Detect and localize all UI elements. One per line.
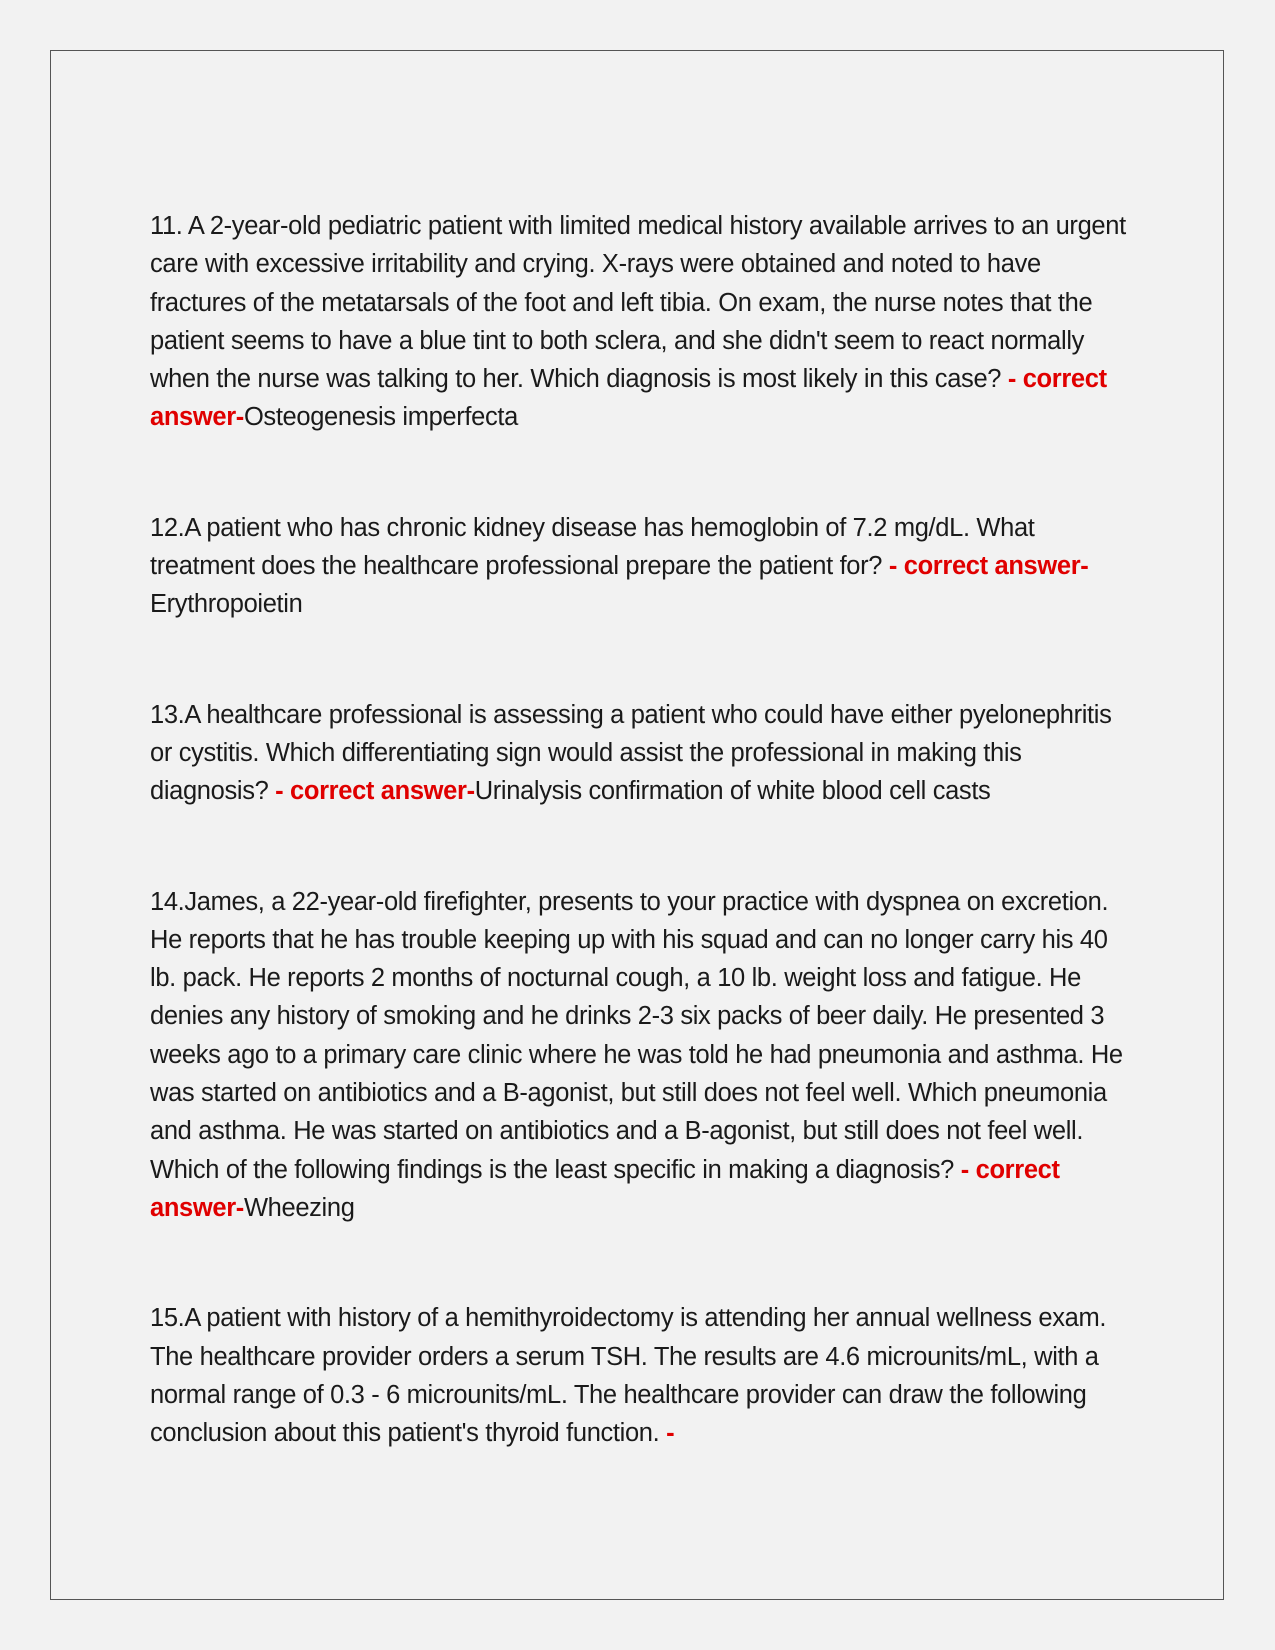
question-13 xyxy=(150,696,1130,811)
correct-answer-label: - correct answer- xyxy=(888,552,1089,581)
question-12 xyxy=(150,509,1130,624)
answer-text: Wheezing xyxy=(243,1193,355,1222)
correct-answer-label: - correct answer- xyxy=(150,365,1107,432)
answer-text: Urinalysis confirmation of white blood cell casts xyxy=(474,777,991,806)
correct-answer-label: - correct answer- xyxy=(150,1155,1060,1222)
question-text: 11. A 2-year-old pediatric patient with limited medical history available arrives to an urgent care with excessive irritability and crying. X-rays were obtained and noted to have fractures of the metatarsals of the foot and left tibia. On exam, the nurse notes that the patient seems to have a blue tint to both sclera, and she didn't seem to react normally when the nurse was talking to her. Which diagnosis is most likely in this case? xyxy=(150,212,1126,394)
correct-answer-label: - correct answer- xyxy=(275,777,475,806)
answer-text: Erythropoietin xyxy=(150,590,303,619)
question-11 xyxy=(150,207,1130,437)
answer-text: Osteogenesis imperfecta xyxy=(243,403,518,432)
question-text: 13.A healthcare professional is assessing a patient who could have either pyelonephritis or cystitis. Which differentiating sign would assist the professional in making this diagnosis? xyxy=(150,700,1112,806)
correct-answer-label: - xyxy=(666,1419,675,1448)
document-body xyxy=(150,207,1130,1452)
question-text: 12.A patient who has chronic kidney disease has hemoglobin of 7.2 mg/dL. What treatment does the healthcare professional prepare the patient for? xyxy=(150,513,1035,581)
question-14 xyxy=(150,883,1130,1228)
question-15 xyxy=(150,1299,1130,1452)
question-text: 15.A patient with history of a hemithyroidectomy is attending her annual wellness exam. The healthcare provider orders a serum TSH. The results are 4.6 microunits/mL, with a normal range of 0.3 - 6 microunits/mL. The healthcare provider can draw the following conclusion about this patient's thyroid function. xyxy=(150,1304,1107,1448)
question-text: 14.James, a 22-year-old firefighter, presents to your practice with dyspnea on excretion. He reports that he has trouble keeping up with his squad and can no longer carry his 40 lb. pack. He reports 2 months of nocturnal cough, a 10 lb. weight loss and fatigue. He denies any history of smoking and he drinks 2-3 six packs of beer daily. He presented 3 weeks ago to a primary care clinic where he was told he had pneumonia and asthma. He was started on antibiotics and a B-agonist, but still does not feel well. Which pneumonia and asthma. He was started on antibiotics and a B-agonist, but still does not feel well. Which of the following findings is the least specific in making a diagnosis? xyxy=(150,887,1123,1184)
